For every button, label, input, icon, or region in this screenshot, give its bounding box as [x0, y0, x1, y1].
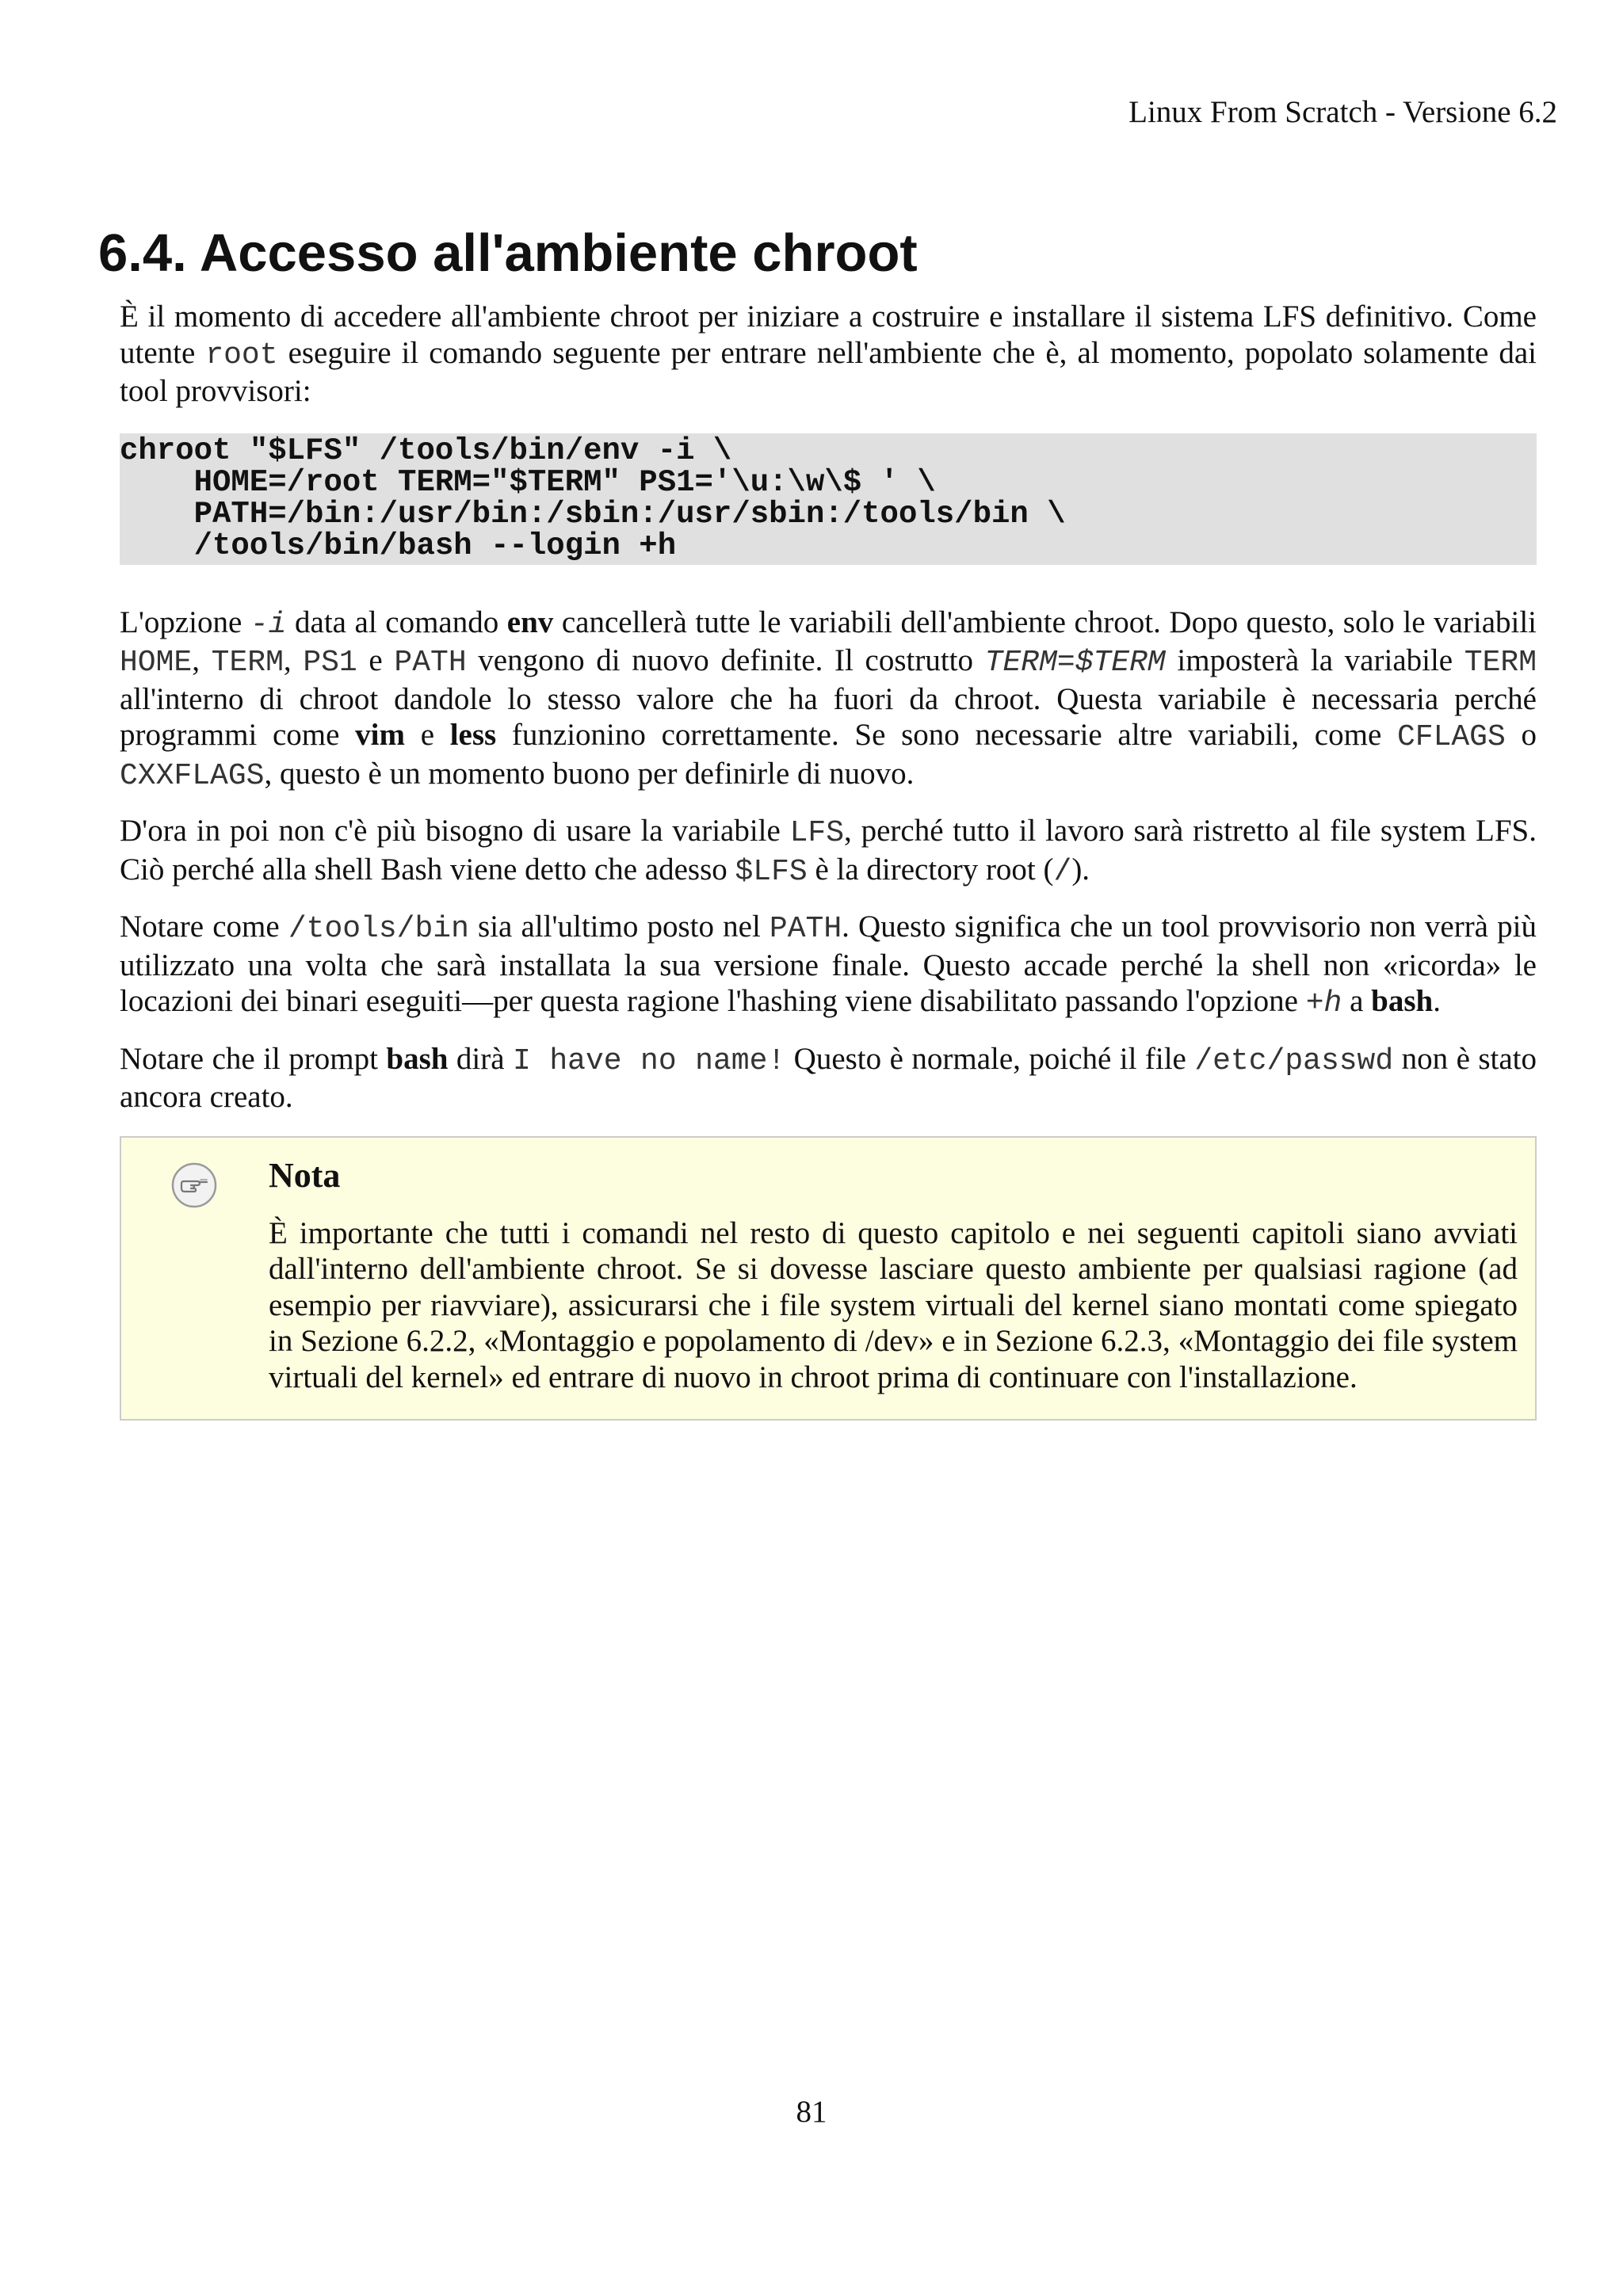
- text-run: ,: [192, 643, 212, 677]
- code-block: [120, 433, 1537, 565]
- text-run: D'ora in poi non c'è più bisogno di usare la variabile: [120, 814, 790, 848]
- text-run: eseguire il comando seguente per entrare nell'ambiente che è, al momento, popolato solamente dai tool provvisori:: [120, 335, 1537, 408]
- text-run: . Questo significa che un tool provvisorio non verrà più utilizzato una volta che sarà installata la sua versione finale. Questo accade perché la shell non «ricorda» le locazioni dei binari eseguiti—per questa ragione l'hashing viene disabilitato passando l'opzione: [120, 910, 1537, 1018]
- env-option-paragraph: [120, 605, 1537, 795]
- text-run: , perché tutto il lavoro sarà ristretto al file system LFS. Ciò perché alla shell Bash viene detto che adesso: [120, 814, 1537, 887]
- text-run: e: [357, 643, 395, 677]
- text-run: data al comando: [286, 605, 507, 639]
- option-i: -i: [250, 607, 287, 642]
- text-run: e: [404, 718, 450, 752]
- note-text: È importante che tutti i comandi nel resto di questo capitolo e nei seguenti capitoli siano avviati dall'interno dell'ambiente chroot. Se si dovesse lasciare questo ambiente per qualsiasi ragione (ad esempio per riavviare), assicurarsi che i file system virtuali del kernel siano montati come spiegato in Sezione 6.2.2, «Montaggio e popolamento di /dev» e in Sezione 6.2.3, «Montaggio dei file system virtuali del kernel» ed entrare di nuovo in chroot prima di continuare con l'installazione.: [269, 1215, 1518, 1394]
- note-title: Nota: [269, 1155, 341, 1195]
- command-bash: bash: [386, 1041, 449, 1076]
- variable-cxxflags: CXXFLAGS: [120, 758, 265, 793]
- code-line: HOME=/root TERM="$TERM" PS1='\u:\w\$ ' \: [120, 464, 936, 500]
- path-tools-bin: /tools/bin: [288, 912, 469, 946]
- text-run: imposterà la variabile: [1165, 643, 1465, 677]
- intro-paragraph: [120, 299, 1537, 410]
- text-run: sia all'ultimo posto nel: [468, 910, 769, 944]
- variable-home: HOME: [120, 646, 193, 680]
- text-run: funzionino correttamente. Se sono necessarie altre variabili, come: [496, 718, 1397, 752]
- prompt-paragraph: [120, 1041, 1537, 1116]
- command-vim: vim: [355, 718, 405, 752]
- variable-lfs: LFS: [789, 816, 845, 850]
- option-h: +h: [1305, 986, 1342, 1020]
- running-header: Linux From Scratch - Versione 6.2: [1128, 95, 1557, 129]
- text-run: Notare che il prompt: [120, 1041, 387, 1076]
- variable-term: TERM: [1464, 646, 1537, 680]
- page-number: 81: [796, 2095, 827, 2129]
- variable-dollar-lfs: $LFS: [735, 854, 808, 889]
- text-run: non è stato ancora creato.: [120, 1041, 1537, 1114]
- command-less: less: [449, 718, 497, 752]
- code-line: PATH=/bin:/usr/bin:/sbin:/usr/sbin:/tools/bin \: [120, 496, 1066, 532]
- variable-cflags: CFLAGS: [1396, 720, 1506, 754]
- text-run: È il momento di accedere all'ambiente chroot per iniziare a costruire e installare il sistema LFS definitivo. Come utente: [120, 299, 1537, 370]
- text-run: , questo è un momento buono per definirle di nuovo.: [264, 756, 915, 791]
- text-run: dirà: [448, 1041, 514, 1076]
- text-run: vengono di nuovo definite. Il costrutto: [466, 643, 985, 677]
- text-run: Questo è normale, poiché il file: [785, 1041, 1195, 1076]
- main-content: [120, 299, 1537, 1421]
- command-bash: bash: [1371, 984, 1434, 1018]
- code-root: root: [205, 338, 278, 372]
- text-run: Notare come: [120, 910, 288, 944]
- text-run: ,: [283, 643, 304, 677]
- variable-ps1: PS1: [303, 646, 357, 680]
- path-paragraph: [120, 909, 1537, 1022]
- text-run: all'interno di chroot dandole lo stesso valore che ha fuori da chroot. Questa variabile è necessaria perché programmi come: [120, 681, 1537, 752]
- code-line: /tools/bin/bash --login +h: [120, 528, 677, 563]
- variable-path: PATH: [769, 912, 842, 946]
- pointing-hand-icon: [170, 1161, 218, 1209]
- prompt-output: I have no name!: [513, 1043, 786, 1078]
- root-directory: /: [1053, 854, 1072, 889]
- variable-term: TERM: [211, 646, 284, 680]
- text-run: o: [1505, 718, 1537, 752]
- code-line: chroot "$LFS" /tools/bin/env -i \: [120, 433, 732, 468]
- file-passwd: /etc/passwd: [1194, 1043, 1394, 1078]
- section-title: 6.4. Accesso all'ambiente chroot: [98, 223, 918, 283]
- note-box: [120, 1136, 1537, 1421]
- text-run: è la directory root (: [807, 852, 1054, 887]
- text-run: cancellerà tutte le variabili dell'ambiente chroot. Dopo questo, solo le variabili: [553, 605, 1537, 639]
- lfs-variable-paragraph: [120, 813, 1537, 890]
- text-run: ).: [1071, 852, 1090, 887]
- text-run: .: [1433, 984, 1441, 1018]
- text-run: a: [1342, 984, 1372, 1018]
- construct-term: TERM=$TERM: [984, 646, 1166, 680]
- command-env: env: [506, 605, 554, 639]
- variable-path: PATH: [394, 646, 467, 680]
- text-run: L'opzione: [120, 605, 250, 639]
